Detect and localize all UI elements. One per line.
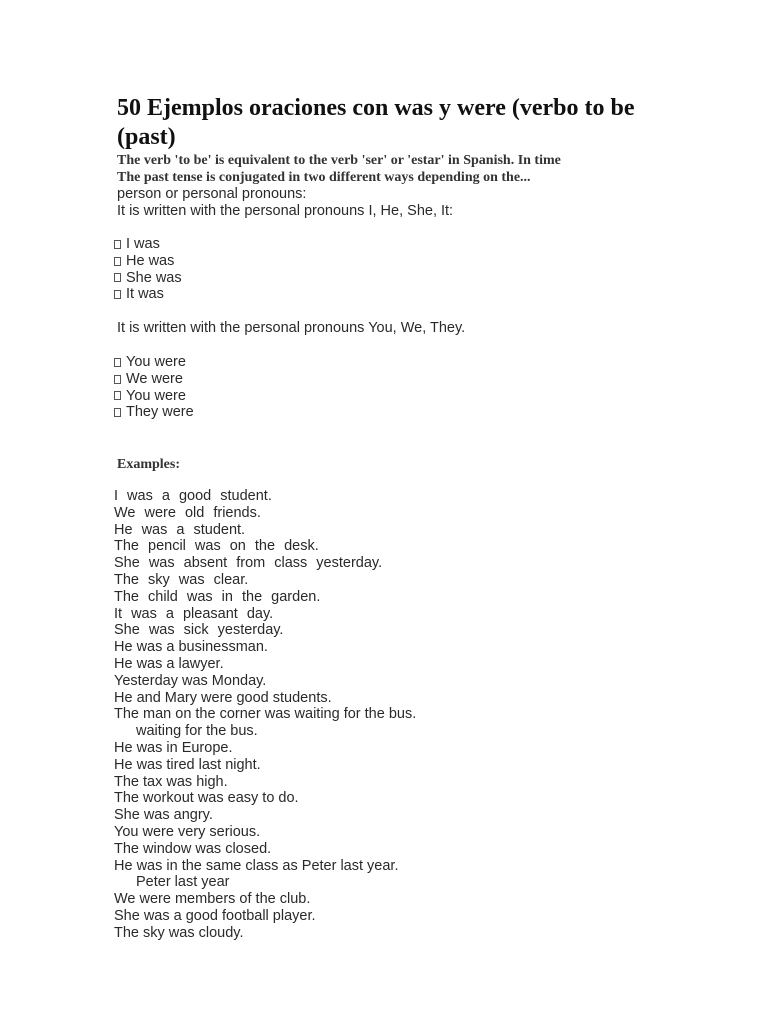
intro-bold-paragraph [117,152,677,186]
examples-heading: Examples: [117,457,180,472]
list-item-text: He was [126,252,175,269]
bullet-icon [114,408,121,417]
bullet-icon [114,273,121,282]
example-sentence: He and Mary were good students. [114,689,332,706]
example-sentence: She was a good football player. [114,907,316,924]
example-sentence: He was a lawyer. [114,655,224,672]
intro-bold-line: The past tense is conjugated in two different ways depending on the... [117,170,531,185]
intro-plain-paragraph [117,186,717,220]
bullet-icon [114,358,121,367]
example-sentence: We were members of the club. [114,891,311,908]
list-item [114,388,714,405]
intro-plain-line: person or personal pronouns: [117,186,307,202]
intro-plain-line: It is written with the personal pronouns I, He, She, It: [117,202,454,219]
example-sentence: He was in Europe. [114,739,233,756]
example-sentence: Yesterday was Monday. [114,672,267,689]
bullet-icon [114,391,121,400]
list-item-text: We were [126,370,183,387]
example-sentence: She was absent from class yesterday. [114,555,383,572]
intro-bold-line: The verb 'to be' is equivalent to the verb 'ser' or 'estar' in Spanish. In time [117,153,561,168]
example-sentence: The tax was high. [114,773,228,790]
singular-forms-list [114,236,714,303]
list-item-text: She was [126,269,182,286]
list-item-text: They were [126,404,194,421]
example-sentence: The pencil was on the desk. [114,538,319,555]
list-item [114,404,714,421]
example-sentence: She was angry. [114,807,213,824]
example-sentence: We were old friends. [114,504,261,521]
list-item [114,286,714,303]
plural-intro: It is written with the personal pronouns You, We, They. [117,320,466,336]
example-sentence: Peter last year [136,874,230,891]
example-sentence: She was sick yesterday. [114,622,284,639]
list-item [114,253,714,270]
examples-list [114,488,714,942]
example-sentence: The sky was clear. [114,571,249,588]
example-sentence: The sky was cloudy. [114,924,244,941]
example-sentence: The child was in the garden. [114,588,321,605]
page-title: 50 Ejemplos oraciones con was y were (verbo to be (past) [117,95,635,150]
list-item-text: You were [126,387,186,404]
example-sentence: I was a good student. [114,488,272,504]
example-sentence: The workout was easy to do. [114,790,299,807]
example-sentence: He was a student. [114,521,246,538]
list-item-text: You were [126,354,186,370]
example-sentence: The window was closed. [114,840,272,857]
list-item [114,371,714,388]
bullet-icon [114,240,121,249]
example-sentence: He was tired last night. [114,756,261,773]
list-item [114,354,714,371]
plural-forms-list [114,354,714,421]
example-sentence: waiting for the bus. [136,723,258,740]
bullet-icon [114,257,121,266]
list-item-text: It was [126,286,164,303]
bullet-icon [114,290,121,299]
example-sentence: You were very serious. [114,823,261,840]
example-sentence: He was in the same class as Peter last year. [114,857,399,874]
list-item-text: I was [126,236,160,252]
list-item [114,270,714,287]
list-item [114,236,714,253]
example-sentence: He was a businessman. [114,639,268,656]
bullet-icon [114,375,121,384]
example-sentence: The man on the corner was waiting for the bus. [114,706,417,723]
example-sentence: It was a pleasant day. [114,605,274,622]
